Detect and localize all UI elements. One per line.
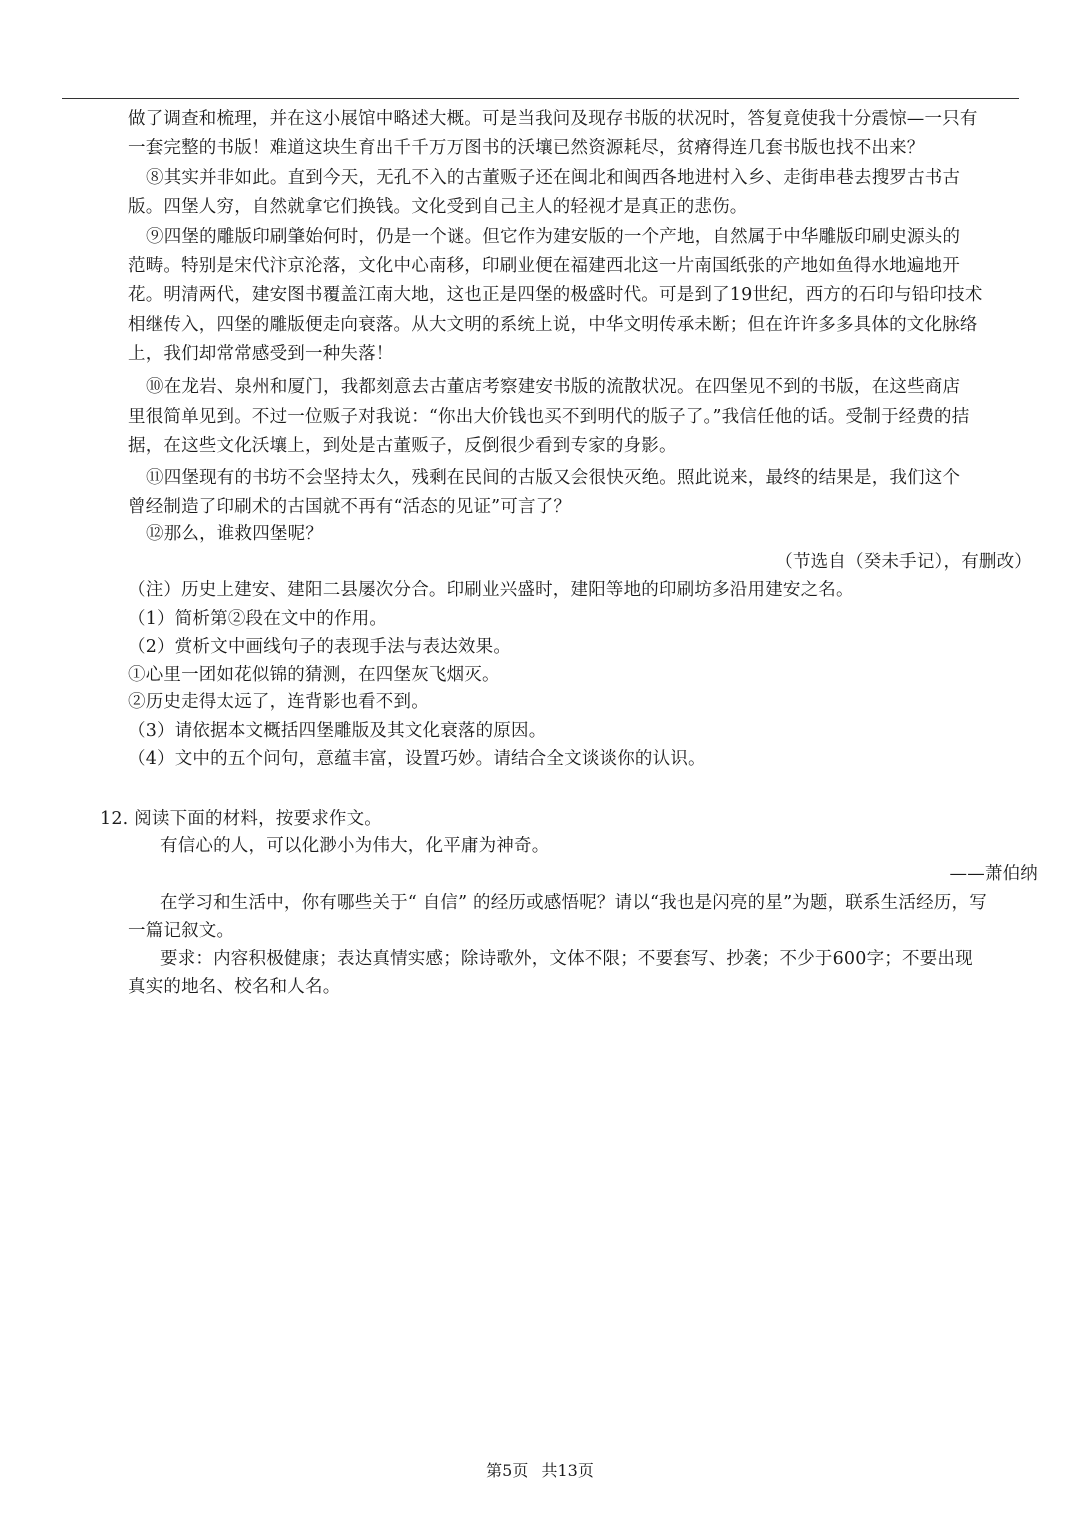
passage-line: 相继传入，四堡的雕版便走向衰落。从大文明的系统上说，中华文明传承未断；但在许许多多具体的文化脉络 [128, 315, 978, 335]
passage-line: 上，我们却常常感受到一种失落！ [128, 344, 394, 364]
page-footer [0, 1460, 1080, 1482]
paragraph-12: ⑫那么，谁救四堡呢？ [146, 524, 323, 544]
material-quote: 有信心的人，可以化渺小为伟大，化平庸为神奇。 [160, 836, 550, 856]
paragraph-10: ⑩在龙岩、泉州和厦门，我都刻意去古董店考察建安书版的流散状况。在四堡见不到的书版，在这些商店 [146, 377, 961, 397]
passage-line: 版。四堡人穷，自然就拿它们换钱。文化受到自己主人的轻视才是真正的悲伤。 [128, 197, 748, 217]
passage-line: 里很简单见到。不过一位贩子对我说：“你出大价钱也买不到明代的版子了。”我信任他的话。受制于经费的拮 [128, 407, 970, 427]
question-4: （4）文中的五个问句，意蕴丰富，设置巧妙。请结合全文谈谈你的认识。 [128, 749, 706, 769]
page-number: 第5页 [486, 1461, 529, 1480]
paragraph-9: ⑨四堡的雕版印刷肇始何时，仍是一个谜。但它作为建安版的一个产地，自然属于中华雕版印刷史源头的 [146, 227, 961, 247]
passage-line: 范畴。特别是宋代汴京沦落，文化中心南移，印刷业便在福建西北这一片南国纸张的产地如鱼得水地遍地开 [128, 256, 960, 276]
paragraph-11: ⑪四堡现有的书坊不会坚持太久，残剩在民间的古版又会很快灭绝。照此说来，最终的结果是，我们这个 [146, 468, 961, 488]
underlined-sentence-1: ①心里一团如花似锦的猜测，在四堡灰飞烟灭。 [128, 665, 500, 685]
quote-attribution: ——萧伯纳 [949, 864, 1038, 884]
passage-line: 据，在这些文化沃壤上，到处是古董贩子，反倒很少看到专家的身影。 [128, 436, 677, 456]
question-2: （2）赏析文中画线句子的表现手法与表达效果。 [128, 637, 512, 657]
essay-prompt: 在学习和生活中，你有哪些关于“ 自信” 的经历或感悟呢？请以“我也是闪亮的星”为题，联系生活经历，写 [160, 893, 987, 913]
paragraph-8: ⑧其实并非如此。直到今天，无孔不入的古董贩子还在闽北和闽西各地进村入乡、走街串巷去搜罗古书古 [146, 168, 961, 188]
footnote: （注）历史上建安、建阳二县屡次分合。印刷业兴盛时，建阳等地的印刷坊多沿用建安之名。 [128, 580, 854, 600]
question-12-heading: 12. 阅读下面的材料，按要求作文。 [100, 809, 382, 829]
essay-prompt-cont: 一篇记叙文。 [128, 921, 235, 941]
question-1: （1）简析第②段在文中的作用。 [128, 609, 388, 629]
passage-line: 做了调查和梳理，并在这小展馆中略述大概。可是当我问及现存书版的状况时，答复竟使我十分震惊—一只有 [128, 109, 978, 129]
underlined-sentence-2: ②历史走得太远了，连背影也看不到。 [128, 692, 429, 712]
header-rule [62, 98, 1019, 99]
page-total: 共13页 [541, 1461, 594, 1480]
passage-line: 一套完整的书版！难道这块生育出千千万万图书的沃壤已然资源耗尽，贫瘠得连几套书版也找不出来？ [128, 138, 925, 158]
passage-line: 曾经制造了印刷术的古国就不再有“活态的见证”可言了？ [128, 497, 572, 517]
question-3: （3）请依据本文概括四堡雕版及其文化衰落的原因。 [128, 721, 547, 741]
passage-line: 花。明清两代，建安图书覆盖江南大地，这也正是四堡的极盛时代。可是到了19世纪，西方的石印与铅印技术 [128, 285, 983, 305]
essay-requirements: 要求：内容积极健康；表达真情实感；除诗歌外，文体不限；不要套写、抄袭；不少于600字；不要出现 [160, 949, 973, 969]
source-citation: （节选自（癸未手记），有删改） [775, 552, 1032, 572]
essay-requirements-cont: 真实的地名、校名和人名。 [128, 977, 341, 997]
